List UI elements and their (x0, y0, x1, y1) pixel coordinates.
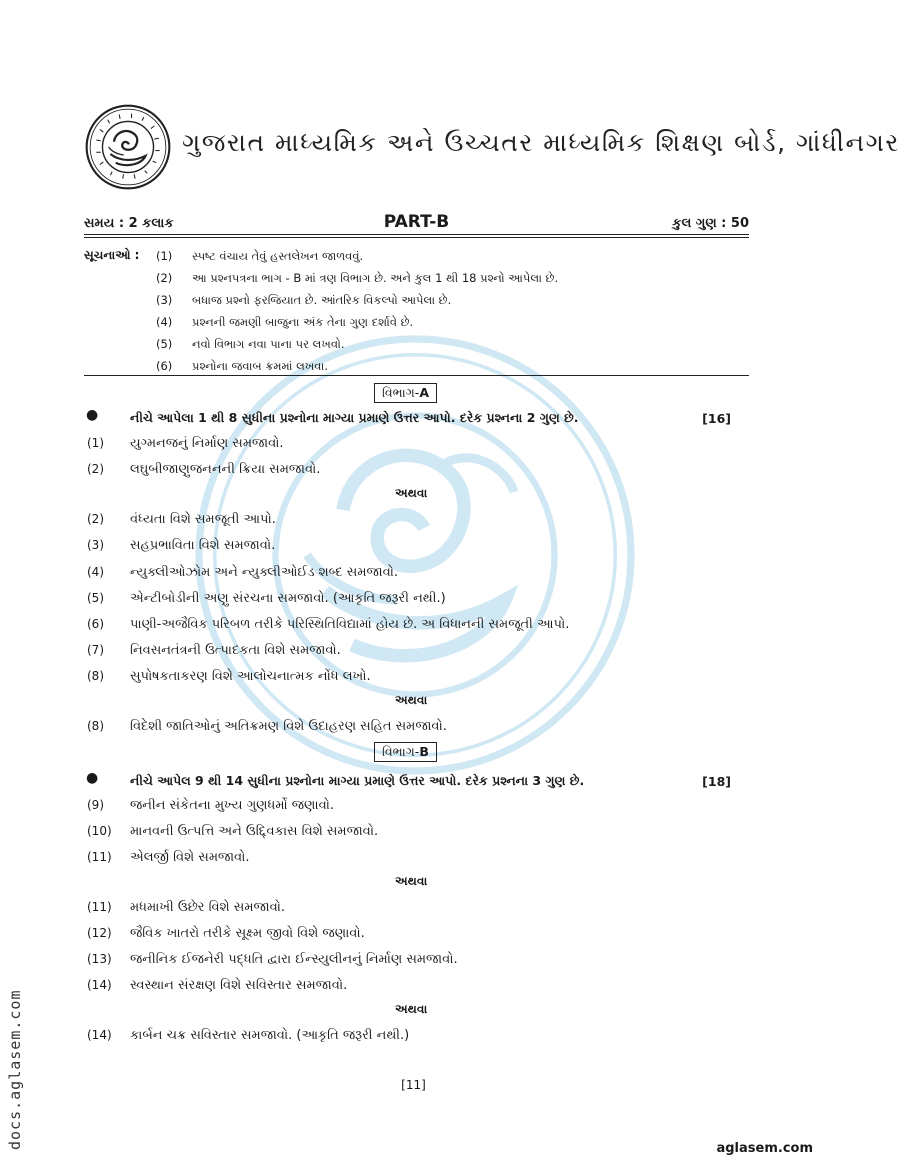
question-item: (6) પાણી-અજૈવિક પરિબળ તરીકે પરિસ્થિતિવિદ્યામાં હોય છે. અ વિધાનની સમજૂતી આપો. (87, 617, 570, 632)
or-label: અથવા (395, 1002, 428, 1016)
divider-instructions (84, 375, 749, 376)
instruction-item: (4) પ્રશ્નની જમણી બાજુના અંક તેના ગુણ દર્શાવે છે. (156, 315, 414, 329)
divider-top (84, 234, 749, 235)
instruction-item: (1) સ્પષ્ટ વંચાય તેવું હસ્તલેખન જાળવવું. (156, 249, 364, 263)
instruction-item: (2) આ પ્રશ્નપત્રના ભાગ - B માં ત્રણ વિભાગ છે. અને કુલ 1 થી 18 પ્રશ્નો આપેલા છે. (156, 271, 559, 285)
instruction-item: (3) બધાજ પ્રશ્નો ફરજિયાત છે. આંતરિક વિકલ્પો આપેલા છે. (156, 293, 452, 307)
board-logo (84, 103, 172, 191)
part-title: PART-B (383, 212, 450, 232)
question-item: (14) કાર્બન ચક્ર સવિસ્તાર સમજાવો. (આકૃતિ જરૂરી નથી.) (87, 1028, 410, 1043)
instruction-item: (5) નવો વિભાગ નવા પાના પર લખવો. (156, 337, 345, 351)
question-item: (1) યુગ્મનજનું નિર્માણ સમજાવો. (87, 436, 284, 451)
or-label: અથવા (395, 874, 428, 888)
question-item: (14) સ્વસ્થાન સંરક્ષણ વિશે સવિસ્તાર સમજાવો. (87, 978, 348, 993)
question-item: (3) સહપ્રભાવિતા વિશે સમજાવો. (87, 538, 276, 553)
bullet-icon: ● (86, 407, 99, 423)
brand-footer: aglasem.com (716, 1141, 813, 1156)
question-item: (2) વંધ્યતા વિશે સમજૂતી આપો. (87, 512, 276, 527)
exam-meta-row (84, 214, 749, 234)
section-a-heading: નીચે આપેલા 1 થી 8 સુધીના પ્રશ્નોના માગ્યા પ્રમાણે ઉત્તર આપો. દરેક પ્રશ્નના 2 ગુણ છે. (130, 410, 579, 425)
question-item: (4) ન્યુક્લીઓઝોમ અને ન્યુક્લીઓઈડ શબ્દ સમજાવો. (87, 565, 399, 580)
section-b-marks: [18] (702, 774, 731, 789)
question-item: (8) સુપોષકતાકરણ વિશે આલોચનાત્મક નોંધ લખો. (87, 669, 371, 684)
question-item: (8) વિદેશી જાતિઓનું અતિક્રમણ વિશે ઉદાહરણ સહિત સમજાવો. (87, 719, 447, 734)
question-item: (11) એલર્જી વિશે સમજાવો. (87, 850, 250, 865)
question-item: (5) એન્ટીબોડીની અણુ સંરચના સમજાવો. (આકૃતિ જરૂરી નથી.) (87, 591, 446, 606)
question-item: (11) મધમાખી ઉછેર વિશે સમજાવો. (87, 900, 286, 915)
instructions-label: સૂચનાઓ : (84, 248, 140, 262)
page-number: [11] (401, 1078, 426, 1092)
instruction-item: (6) પ્રશ્નોના જવાબ ક્રમમાં લખવા. (156, 359, 328, 373)
or-label: અથવા (395, 486, 428, 500)
question-item: (13) જનીનિક ઈજનેરી પદ્ધતિ દ્વારા ઈન્સ્યુલીનનું નિર્માણ સમજાવો. (87, 952, 458, 967)
bullet-icon: ● (86, 770, 99, 786)
section-a-title: વિભાગ-A (374, 383, 437, 403)
question-item: (12) જૈવિક ખાતરો તરીકે સૂક્ષ્મ જીવો વિશે જણાવો. (87, 926, 365, 941)
question-item: (9) જનીન સંકેતના મુખ્ય ગુણધર્મો જણાવો. (87, 798, 335, 813)
board-title: ગુજરાત માધ્યમિક અને ઉચ્ચતર માધ્યમિક શિક્ષણ બોર્ડ, ગાંધીનગર (182, 128, 900, 157)
section-a-marks: [16] (702, 411, 731, 426)
section-b-title: વિભાગ-B (374, 742, 437, 762)
question-item: (10) માનવની ઉત્પત્તિ અને ઉદ્દ્વિકાસ વિશે સમજાવો. (87, 824, 379, 839)
total-marks: કુલ ગુણ : 50 (672, 216, 749, 231)
question-item: (7) નિવસનતંત્રની ઉત્પાદકતા વિશે સમજાવો. (87, 643, 341, 658)
exam-time: સમય : 2 કલાક (84, 216, 174, 231)
side-watermark-text: docs.aglasem.com (6, 989, 24, 1150)
or-label: અથવા (395, 693, 428, 707)
question-item: (2) લઘુબીજાણુજનનની ક્રિયા સમજાવો. (87, 462, 321, 477)
section-b-heading: નીચે આપેલ 9 થી 14 સુધીના પ્રશ્નોના માગ્યા પ્રમાણે ઉત્તર આપો. દરેક પ્રશ્નના 3 ગુણ છે. (130, 773, 585, 788)
divider-top-double (84, 237, 749, 238)
